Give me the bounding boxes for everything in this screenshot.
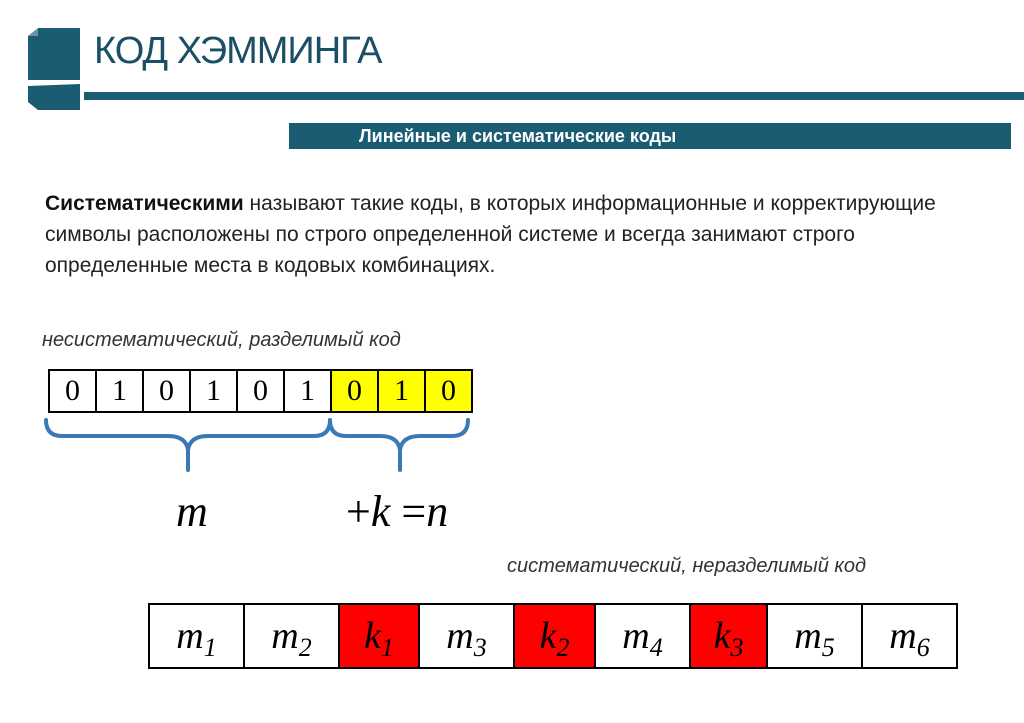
subtitle-bar (289, 123, 1011, 149)
info-bit-cell: 0 (144, 369, 191, 413)
grouping-braces (40, 414, 480, 474)
separable-code-row (48, 369, 473, 413)
check-symbol-cell: $k_2$ (515, 603, 596, 669)
formula-k: k (370, 487, 391, 536)
formula-m: m (176, 487, 208, 536)
systematic-label: систематический, неразделимый код (507, 555, 867, 577)
info-bit-cell: 1 (97, 369, 144, 413)
info-symbol-cell: $m_2$ (245, 603, 340, 669)
info-bit-cell: 1 (191, 369, 238, 413)
formula-kn (346, 486, 448, 537)
nonseparable-code-row (148, 603, 958, 669)
check-bit-cell: 0 (332, 369, 379, 413)
info-symbol-cell: $m_4$ (596, 603, 691, 669)
formula-plus: + (346, 487, 371, 536)
formula-equals: = (401, 487, 427, 536)
bold-term: Систематическими (45, 192, 244, 215)
info-symbol-cell: $m_5$ (768, 603, 863, 669)
info-symbol-cell: $m_3$ (420, 603, 515, 669)
logo-icon (28, 28, 84, 110)
check-bit-cell: 0 (426, 369, 473, 413)
info-bit-cell: 0 (238, 369, 285, 413)
check-symbol-cell: $k_3$ (691, 603, 768, 669)
title-divider (84, 92, 1024, 100)
check-bit-cell: 1 (379, 369, 426, 413)
nonsystematic-label: несистематический, разделимый код (42, 329, 401, 351)
info-bit-cell: 1 (285, 369, 332, 413)
definition-paragraph (45, 188, 985, 281)
definition-text: называют такие коды, в которых информационные и корректирующие символы расположены по строго определенной системе и всегда занимают строго определенные места в кодовых комбинациях. (45, 192, 936, 277)
info-symbol-cell: $m_6$ (863, 603, 958, 669)
formula-n: n (426, 487, 449, 536)
info-symbol-cell: $m_1$ (150, 603, 245, 669)
subtitle-text: Линейные и систематические коды (359, 126, 677, 146)
check-symbol-cell: $k_1$ (340, 603, 420, 669)
page-title: КОД ХЭММИНГА (94, 30, 382, 72)
info-bit-cell: 0 (50, 369, 97, 413)
